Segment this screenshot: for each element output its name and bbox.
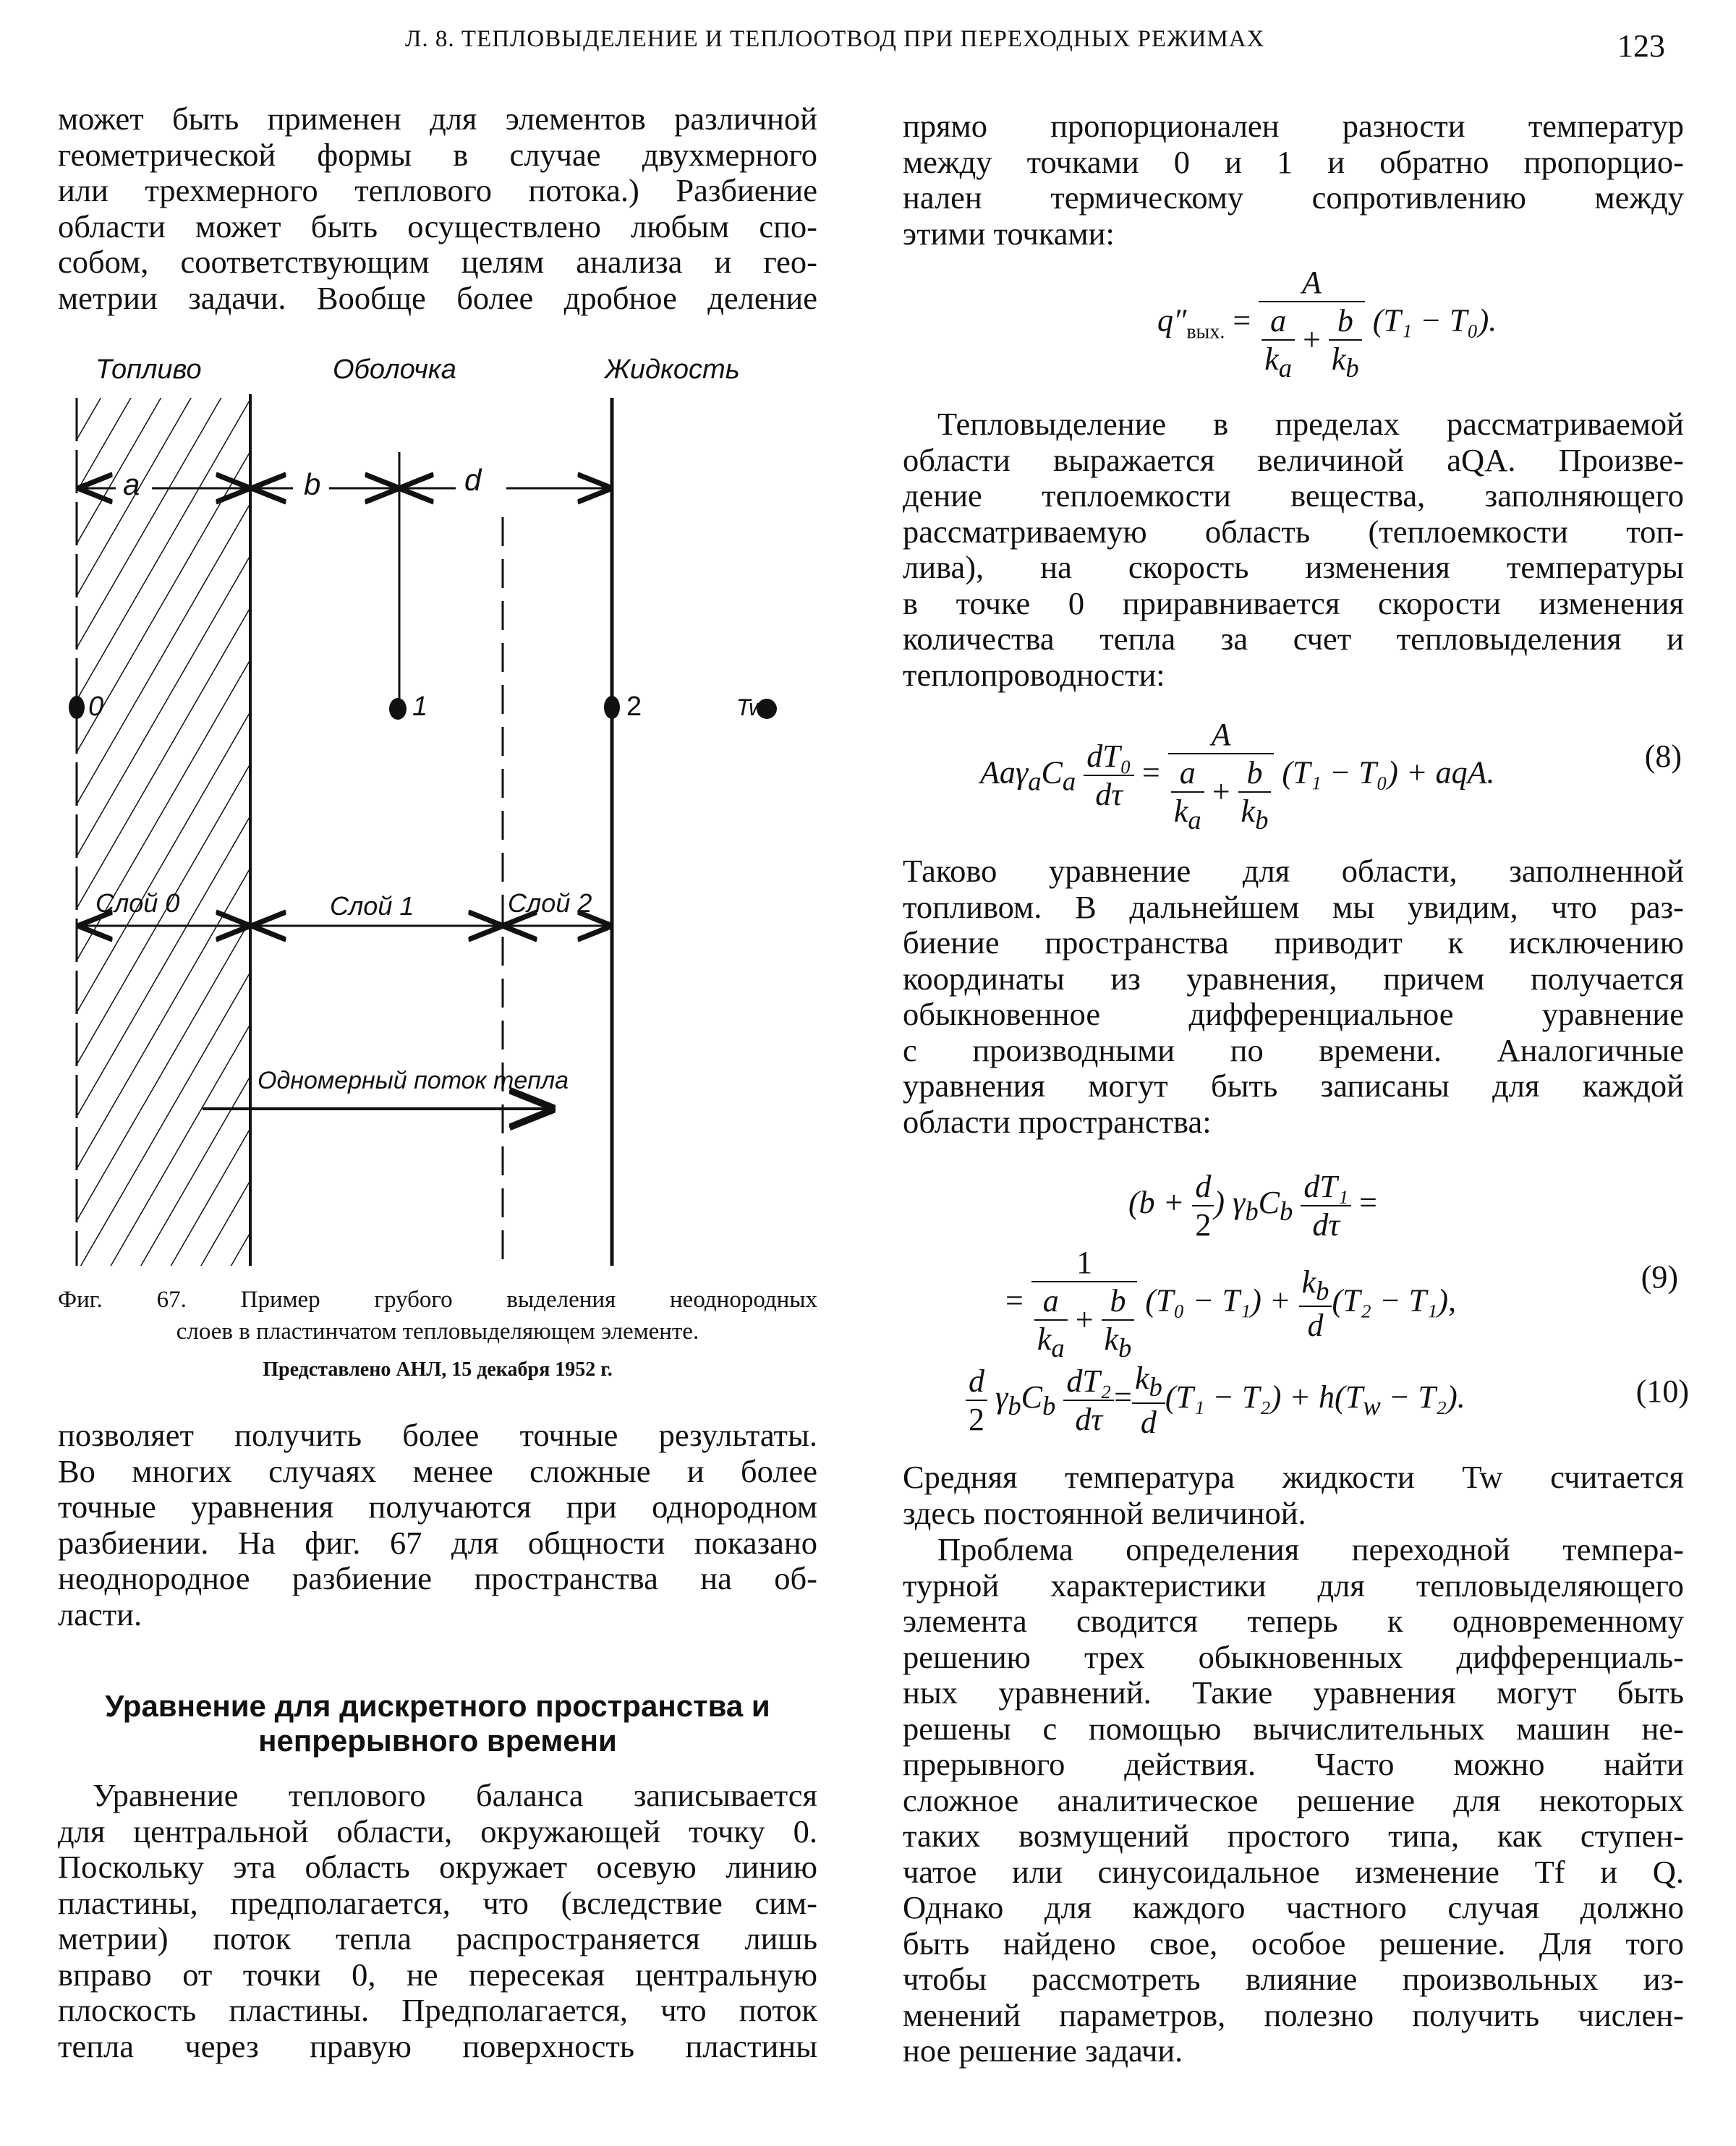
figure-caption [58, 1284, 817, 1347]
text-line: чатое или синусоидальное изменение Tf и Q. [903, 1853, 1684, 1890]
text-line: геометрической формы в случае двухмерного [58, 136, 817, 173]
text-line: области пространства: [903, 1103, 1212, 1140]
text-line: тепла через правую поверхность пластины [58, 2027, 817, 2064]
text-line: разбиении. На фиг. 67 для общности показано [58, 1524, 817, 1561]
text-line: плоскость пластины. Предполагается, что поток [58, 1992, 817, 2028]
figure-credit: Представлено АНЛ, 15 декабря 1952 г. [263, 1358, 613, 1381]
equation-number-8: (8) [1644, 738, 1682, 774]
eq8-derivative: $\frac{\text{dT₀}}{d\tau}$ [1084, 738, 1134, 813]
text-line: ласти. [58, 1596, 142, 1632]
text-line: рассматриваемую область (теплоемкости топ- [903, 513, 1684, 550]
caption-line: Фиг. 67. Пример грубого выделения неоднородных [58, 1287, 817, 1313]
text-line: прямо пропорционален разности температур [903, 108, 1684, 144]
text-line: уравнения могут быть записаны для каждой [903, 1068, 1684, 1104]
label-point-1: 1 [412, 691, 428, 722]
left-section-paragraph [58, 1778, 817, 2064]
text-line: вправо от точки 0, не пересекая центральную [58, 1956, 817, 1993]
text-line: топливом. В дальнейшем мы увидим, что раз- [903, 888, 1684, 925]
frac-a-num: a [1261, 302, 1295, 341]
text-line: Поскольку эта область окружает осевую линию [58, 1849, 817, 1885]
text-line: сложное аналитическое решение для некоторых [903, 1781, 1684, 1818]
heading-line: непрерывного времени [258, 1724, 617, 1758]
label-dim-a: a [123, 467, 140, 501]
label-layer-2: Слой 2 [508, 888, 592, 918]
left-intro-paragraph [58, 101, 817, 316]
label-fuel: Топливо [95, 354, 202, 385]
text-line: ное решение задачи. [903, 2032, 1183, 2069]
eq8-fraction: A $\frac{a}{k_a}$ + $\frac{b}{k_b}$ [1168, 716, 1275, 835]
eq8-sub: a [1062, 766, 1076, 796]
text-line: лива), на скорость изменения температуры [903, 549, 1684, 585]
text-line: дение теплоемкости вещества, заполняющего [903, 477, 1684, 514]
equation-9-rhs: = 1 $\frac{a}{k_a}$ + $\frac{b}{k_b}$ (T₀ − T₁) + $\frac{k_b}{d}$ (T₂ − T₁), (9) [1005, 1245, 1678, 1363]
text-line: Средняя температура жидкости Tw считается [903, 1459, 1684, 1495]
eq-lhs: q″ [1157, 302, 1187, 338]
frac-b-num: b [1329, 302, 1362, 341]
text-line: в точке 0 приравнивается скорости изменения [903, 584, 1684, 621]
text-line: точные уравнения получаются при однородном [58, 1489, 817, 1525]
frac-a-den: $k_a$ [1264, 341, 1293, 383]
text-line: менений параметров, полезно получить числен- [903, 1996, 1684, 2033]
text-line: нален термическому сопротивлению между [903, 179, 1684, 216]
text-line: собом, соответствующим целям анализа и гео- [58, 244, 817, 280]
right-paragraph-discretization [903, 853, 1684, 1140]
frac-b-den: $k_b$ [1331, 341, 1359, 383]
text-line: Во многих случаях менее сложные и более [58, 1452, 817, 1489]
text-line: между точками 0 и 1 и обратно пропорцио- [903, 143, 1684, 180]
running-head [0, 20, 1736, 64]
text-line: биение пространства приводит к исключению [903, 924, 1684, 961]
text-line: обыкновенное дифференциальное уравнение [903, 996, 1684, 1032]
text-line: прерывного действия. Часто можно найти [903, 1746, 1684, 1782]
eq8-c: C [1041, 754, 1063, 791]
text-line: метрии) поток тепла распространяется лишь [58, 1920, 817, 1956]
label-point-2: 2 [626, 691, 642, 722]
text-line: элемента сводится теперь к одновременному [903, 1603, 1684, 1639]
text-line: неоднородное разбиение пространства на об- [58, 1560, 817, 1596]
text-line: Однако для каждого частного случая должно [903, 1889, 1684, 1925]
equation-10: $\frac{d}{2}$ $\gamma_bC_b$ $\frac{\text{dT₂}}{d\tau}$ = $\frac{k_b}{d}$ $(T_1 - T_2) + h(T_w - T_2)$. (10) [966, 1360, 1689, 1441]
eq-lhs-sub: вых. [1186, 320, 1225, 344]
text-line: чтобы рассмотреть влияние произвольных из- [903, 1961, 1684, 1997]
text-line: ных уравнений. Такие уравнения могут быть [903, 1674, 1684, 1711]
text-line: таких возмущений простого типа, как ступен- [903, 1818, 1684, 1854]
text-line: или трехмерного теплового потока.) Разбиение [58, 172, 817, 208]
equation-number-9: (9) [1641, 1259, 1678, 1295]
text-line: Тепловыделение в пределах рассматриваемой [937, 406, 1684, 442]
text-line: количества тепла за счет тепловыделения и [903, 621, 1684, 657]
eq8-tail: (T₁ − T₀) + aqA. [1282, 754, 1495, 791]
eq-denominator: $\frac{a}{k_a}$ + $\frac{b}{k_b}$ [1259, 302, 1365, 383]
text-line: пластины, предполагается, что (вследствие сим- [58, 1884, 817, 1921]
text-line: быть найдено свое, особое решение. Для того [903, 1925, 1684, 1962]
eq8-sub: a [1028, 766, 1042, 796]
section-heading [43, 1689, 832, 1758]
eq-fraction [1259, 264, 1365, 383]
text-line: решены с помощью вычислительных машин не- [903, 1710, 1684, 1747]
right-paragraph-heat-generation [903, 406, 1684, 693]
heading-line: Уравнение для дискретного пространства и [105, 1689, 770, 1723]
label-dim-d: d [464, 463, 482, 497]
label-layer-0: Слой 0 [95, 888, 180, 918]
eq-numerator: A [1259, 264, 1365, 302]
text-line: Таково уравнение для области, заполненной [903, 853, 1684, 889]
equation-heat-flux: $q''_{вых.}$ = A $\frac{a}{k_a}$ + $\frac{b}{k_b}$ (T₁ − T₀). [1157, 265, 1497, 383]
text-line: теплопроводности: [903, 656, 1165, 693]
text-line: Проблема определения переходной темпера- [937, 1531, 1684, 1567]
text-line: может быть применен для элементов различной [58, 101, 817, 137]
label-point-tw: Tw [736, 694, 766, 720]
label-point-0: 0 [88, 691, 104, 722]
label-cladding: Оболочка [333, 354, 456, 385]
text-line: области может быть осуществлено любым спо- [58, 208, 817, 244]
label-liquid: Жидкость [605, 354, 740, 385]
label-dim-b: b [304, 467, 321, 501]
equation-number-10: (10) [1635, 1374, 1689, 1409]
text-line: для центральной области, окружающей точку 0. [58, 1813, 817, 1849]
text-line: позволяет получить более точные результаты. [58, 1417, 817, 1453]
text-line: решению трех обыкновенных дифференциаль- [903, 1638, 1684, 1675]
figure-67 [43, 340, 839, 1273]
page-number: 123 [1617, 28, 1665, 64]
right-intro-paragraph [903, 108, 1684, 252]
equation-9-lhs: (b + $\frac{d}{2}$ ) $\gamma_bC_b$ $\frac{\text{dT₁}}{d\tau}$ = [1128, 1169, 1377, 1243]
eq8-lhs: Aaγ [980, 754, 1029, 791]
label-layer-1: Слой 1 [330, 891, 414, 921]
text-line: Уравнение теплового баланса записывается [93, 1777, 817, 1813]
right-paragraph-problem [903, 1532, 1684, 2069]
text-line: этими точками: [903, 215, 1115, 252]
eq-tail: (T₁ − T₀). [1372, 302, 1497, 338]
text-line: с производными по времени. Аналогичные [903, 1031, 1684, 1068]
caption-line: слоев в пластинчатом тепловыделяющем элементе. [176, 1319, 699, 1345]
right-paragraph-liquid-temp [903, 1460, 1684, 1531]
running-title: Л. 8. ТЕПЛОВЫДЕЛЕНИЕ И ТЕПЛООТВОД ПРИ ПЕРЕХОДНЫХ РЕЖИМАХ [405, 26, 1265, 52]
fuel-plate-diagram [43, 340, 839, 1273]
left-paragraph-after-figure [58, 1418, 817, 1632]
text-line: координаты из уравнения, причем получается [903, 960, 1684, 997]
text-line: здесь постоянной величиной. [903, 1494, 1306, 1531]
label-heat-flow: Одномерный поток тепла [258, 1067, 569, 1094]
text-line: метрии задачи. Вообще более дробное деление [58, 279, 817, 316]
equation-8: $Aa\gamma_aC_a$ $\frac{\text{dT₀}}{d\tau}$ = A $\frac{a}{k_a}$ + $\frac{b}{k_b}$ (T₁ − T₀) + aqA. (8) [980, 717, 1682, 835]
text-line: области выражается величиной aQA. Произве- [903, 441, 1684, 478]
text-line: турной характеристики для тепловыделяющего [903, 1567, 1684, 1604]
